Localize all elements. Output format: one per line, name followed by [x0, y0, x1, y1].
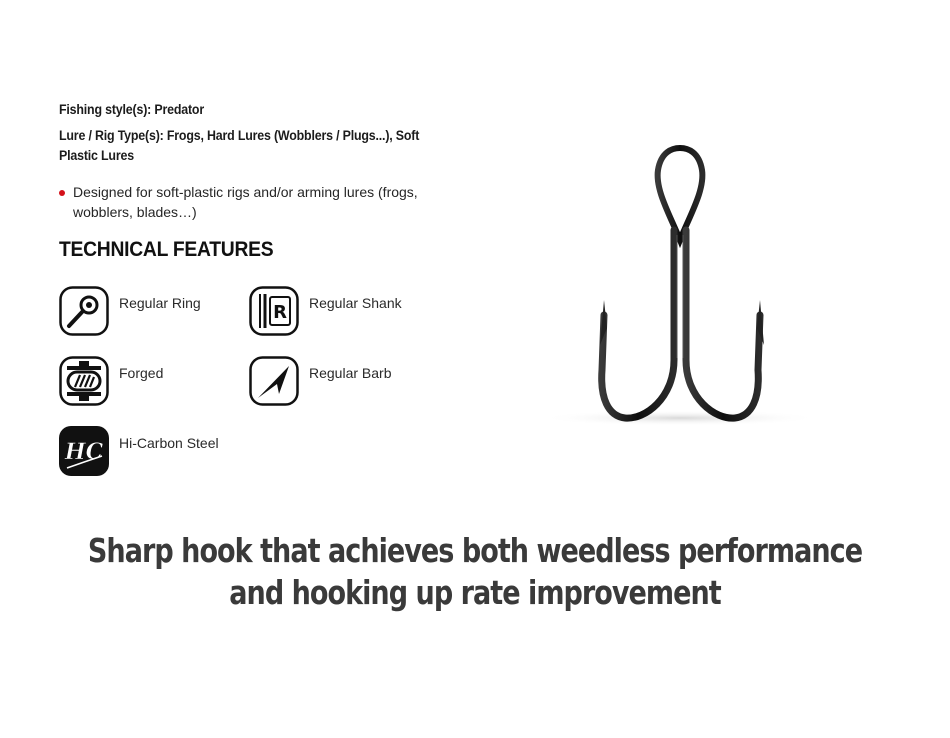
- bullet-dot-icon: [59, 190, 65, 196]
- headline-line-1: Sharp hook that achieves both weedless performance: [87, 531, 863, 570]
- svg-text:R: R: [273, 302, 287, 323]
- forged-icon: [59, 356, 109, 406]
- rig-types-text: Lure / Rig Type(s): Frogs, Hard Lures (Wobblers / Plugs...), Soft Plastic Lures: [59, 128, 420, 163]
- feature-label: Forged: [119, 365, 164, 381]
- technical-features-title: TECHNICAL FEATURES: [59, 238, 274, 261]
- double-hook-image: [520, 130, 830, 440]
- feature-bullet: [59, 182, 439, 222]
- headline: [0, 530, 950, 614]
- barb-icon: [249, 356, 299, 406]
- feature-label: Regular Shank: [309, 295, 402, 311]
- ring-icon: [59, 286, 109, 336]
- hi-carbon-icon: [59, 426, 109, 476]
- feature-label: Hi-Carbon Steel: [119, 435, 219, 451]
- svg-text:HC: HC: [64, 439, 104, 465]
- headline-line-2: and hooking up rate improvement: [229, 573, 721, 612]
- shank-icon: [249, 286, 299, 336]
- fishing-style-text: Fishing style(s): Predator: [59, 102, 204, 117]
- feature-label: Regular Barb: [309, 365, 392, 381]
- bullet-text: Designed for soft-plastic rigs and/or arming lures (frogs, wobblers, blades…): [73, 184, 418, 220]
- feature-label: Regular Ring: [119, 295, 201, 311]
